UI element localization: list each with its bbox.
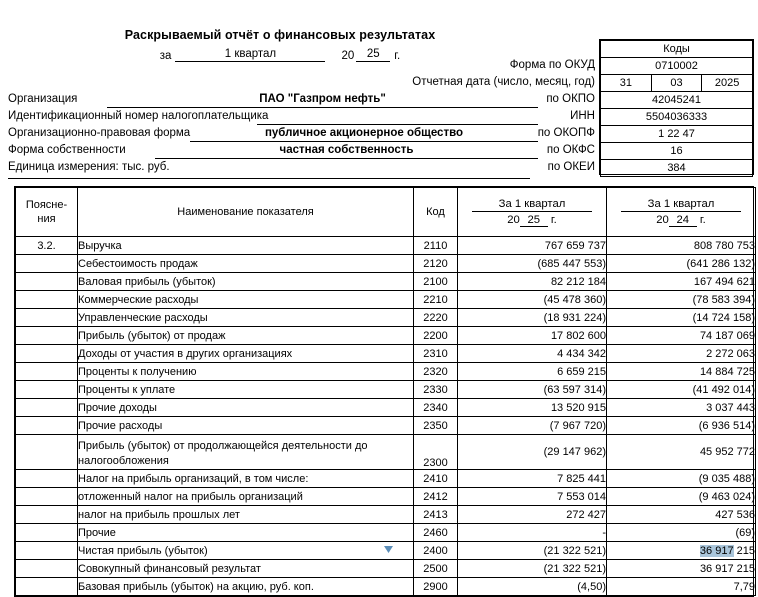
table-row (16, 255, 756, 273)
cell-value-previous-period: 14 884 725 (607, 363, 756, 381)
cell-code: 2220 (414, 309, 458, 327)
cell-indicator-name: Прочие доходы (78, 399, 414, 417)
codes-row-okopf (601, 126, 753, 143)
org-label-legal-form: Организационно-правовая форма (8, 127, 191, 139)
page-title: Раскрываемый отчёт о финансовых результатах (124, 28, 436, 42)
cell-value-current-period: 17 802 600 (458, 327, 607, 345)
org-row-organization (8, 93, 538, 110)
cell-value-current-period: (685 447 553) (458, 255, 607, 273)
header-period-current-year-field[interactable]: 25 (520, 214, 548, 227)
cell-explanations (16, 435, 78, 470)
org-row-inn (8, 110, 538, 127)
table-row (16, 578, 756, 596)
organization-block (8, 93, 538, 161)
header-period-previous-year (607, 212, 755, 227)
financial-results-table (15, 187, 756, 596)
cell-explanations (16, 542, 78, 560)
cell-indicator-name: Чистая прибыль (убыток) (78, 542, 414, 560)
selected-text-highlight[interactable]: 36 917 (699, 544, 734, 557)
period-year-unit: г. (394, 50, 401, 62)
unit-of-measure: Единица измерения: тыс. руб. (8, 161, 170, 173)
cell-code: 2350 (414, 417, 458, 435)
period-year-prefix: 20 (341, 50, 355, 62)
cell-value-current-period: (63 597 314) (458, 381, 607, 399)
table-body (16, 237, 756, 596)
table-header-row (16, 188, 756, 237)
header-period-previous-year-prefix: 20 (656, 213, 669, 226)
cell-value-current-period: (29 147 962) (458, 435, 607, 470)
table-row (16, 345, 756, 363)
cell-indicator-name: Управленческие расходы (78, 309, 414, 327)
header-period-previous-year-unit: г. (699, 213, 706, 226)
codes-row-header (601, 41, 753, 58)
cell-value-previous-period: (14 724 158) (607, 309, 756, 327)
cell-value-previous-period: 808 780 753 (607, 237, 756, 255)
table-row (16, 542, 756, 560)
cell-value-current-period: 13 520 915 (458, 399, 607, 417)
cell-value-current-period: (7 967 720) (458, 417, 607, 435)
caption-okud: Форма по ОКУД (509, 59, 595, 71)
table-row (16, 470, 756, 488)
cell-value-previous-period: 167 494 621 (607, 273, 756, 291)
cell-value-current-period: 4 434 342 (458, 345, 607, 363)
cell-indicator-name: Прибыль (убыток) от продаж (78, 327, 414, 345)
header-period-current-year (458, 212, 606, 227)
cell-code: 2300 (414, 435, 458, 470)
codes-row-okud (601, 58, 753, 75)
cell-explanations (16, 363, 78, 381)
table-row (16, 273, 756, 291)
cell-value-current-period: - (458, 524, 607, 542)
cell-indicator-name: Налог на прибыль организаций, в том числе: (78, 470, 414, 488)
codes-row-date (601, 75, 753, 92)
caption-okopf: по ОКОПФ (537, 127, 595, 139)
table-row (16, 327, 756, 345)
cell-explanations (16, 524, 78, 542)
unselected-text: 215 (733, 544, 755, 557)
codes-value-okopf[interactable]: 1 22 47 (601, 126, 753, 143)
codes-value-date-year[interactable]: 2025 (702, 75, 753, 92)
org-value-legal-form[interactable]: публичное акционерное общество (190, 127, 538, 142)
cell-indicator-name: Валовая прибыль (убыток) (78, 273, 414, 291)
cell-indicator-name: Себестоимость продаж (78, 255, 414, 273)
table-row (16, 506, 756, 524)
cell-value-current-period: 6 659 215 (458, 363, 607, 381)
cell-value-previous-period: (41 492 014) (607, 381, 756, 399)
caption-date: Отчетная дата (число, месяц, год) (412, 76, 595, 88)
cell-value-current-period: 7 553 014 (458, 488, 607, 506)
cell-code: 2900 (414, 578, 458, 596)
cell-value-current-period: (21 322 521) (458, 560, 607, 578)
table-row (16, 560, 756, 578)
cell-value-current-period: (45 478 360) (458, 291, 607, 309)
codes-row-okei (601, 160, 753, 177)
codes-row-inn (601, 109, 753, 126)
cell-code: 2100 (414, 273, 458, 291)
cell-value-previous-period: 3 037 443 (607, 399, 756, 417)
cell-value-previous-period: 74 187 069 (607, 327, 756, 345)
cell-code: 2460 (414, 524, 458, 542)
cell-explanations (16, 291, 78, 309)
cell-code: 2410 (414, 470, 458, 488)
codes-value-okud[interactable]: 0710002 (601, 58, 753, 75)
cell-value-previous-period: (641 286 132) (607, 255, 756, 273)
cell-indicator-name: Проценты к уплате (78, 381, 414, 399)
codes-value-date-day[interactable]: 31 (601, 75, 652, 92)
cell-value-previous-period: (9 035 488) (607, 470, 756, 488)
org-label-organization: Организация (8, 93, 78, 105)
codes-value-date-month[interactable]: 03 (651, 75, 702, 92)
cell-indicator-name: Прочие расходы (78, 417, 414, 435)
cell-explanations (16, 488, 78, 506)
caption-okfs: по ОКФС (546, 144, 595, 156)
cell-explanations (16, 399, 78, 417)
cell-explanations (16, 309, 78, 327)
cell-value-current-period: (4,50) (458, 578, 607, 596)
cell-code: 2400 (414, 542, 458, 560)
cell-explanations (16, 381, 78, 399)
codes-header-cell: Коды (601, 41, 753, 58)
header-explanations (16, 188, 78, 237)
caption-okpo: по ОКПО (546, 93, 595, 105)
cell-value-previous-period: (78 583 394) (607, 291, 756, 309)
cell-explanations (16, 560, 78, 578)
table-row (16, 417, 756, 435)
table-row (16, 524, 756, 542)
cell-value-current-period: 767 659 737 (458, 237, 607, 255)
cell-code: 2412 (414, 488, 458, 506)
cell-value-previous-period: 36 917 215 (607, 560, 756, 578)
header-period-previous-year-field[interactable]: 24 (669, 214, 697, 227)
codes-table (600, 40, 753, 177)
cell-indicator-name: отложенный налог на прибыль организаций (78, 488, 414, 506)
cell-value-previous-period: (69) (607, 524, 756, 542)
cell-explanations (16, 327, 78, 345)
table-row (16, 435, 756, 470)
cell-value-current-period: (21 322 521) (458, 542, 607, 560)
cell-code: 2210 (414, 291, 458, 309)
cell-value-current-period: 7 825 441 (458, 470, 607, 488)
cell-value-previous-period: (6 936 514) (607, 417, 756, 435)
cell-explanations: 3.2. (16, 237, 78, 255)
cell-value-current-period: 82 212 184 (458, 273, 607, 291)
cell-indicator-name: Базовая прибыль (убыток) на акцию, руб. коп. (78, 578, 414, 596)
cell-value-previous-period: (9 463 024) (607, 488, 756, 506)
header-period-current-year-prefix: 20 (507, 213, 520, 226)
period-year-field[interactable]: 25 (356, 48, 390, 62)
table-row (16, 291, 756, 309)
table-row (16, 237, 756, 255)
period-za-label: за (159, 50, 172, 62)
header-period-current (458, 188, 607, 237)
cell-code: 2310 (414, 345, 458, 363)
org-row-ownership (8, 144, 538, 161)
cell-indicator-name: Выручка (78, 237, 414, 255)
cell-indicator-name: Доходы от участия в других организациях (78, 345, 414, 363)
cell-explanations (16, 345, 78, 363)
header-explanations-line1: Поясне- (25, 199, 68, 211)
cell-value-previous-period: 7,79 (607, 578, 756, 596)
caption-inn: ИНН (570, 110, 595, 122)
table-row (16, 399, 756, 417)
cell-indicator-name: Коммерческие расходы (78, 291, 414, 309)
cell-indicator-name: Совокупный финансовый результат (78, 560, 414, 578)
cell-code: 2120 (414, 255, 458, 273)
org-label-ownership: Форма собственности (8, 144, 126, 156)
cell-explanations (16, 255, 78, 273)
codes-value-inn[interactable]: 5504036333 (601, 109, 753, 126)
table-row (16, 309, 756, 327)
cell-explanations (16, 506, 78, 524)
org-row-legal-form (8, 127, 538, 144)
cell-indicator-name: налог на прибыль прошлых лет (78, 506, 414, 524)
header-period-previous (607, 188, 756, 237)
cell-value-current-period: (18 931 224) (458, 309, 607, 327)
header-code: Код (414, 188, 458, 237)
period-line (0, 48, 560, 62)
cell-explanations (16, 470, 78, 488)
caption-okei: по ОКЕИ (547, 161, 595, 173)
table-row (16, 381, 756, 399)
cell-code: 2340 (414, 399, 458, 417)
cell-indicator-name: Проценты к получению (78, 363, 414, 381)
cell-code: 2500 (414, 560, 458, 578)
cell-value-previous-period: 427 536 (607, 506, 756, 524)
codes-value-okpo[interactable]: 42045241 (601, 92, 753, 109)
cell-value-previous-period: 45 952 772 (607, 435, 756, 470)
codes-value-okfs[interactable]: 16 (601, 143, 753, 160)
org-value-ownership[interactable]: частная собственность (155, 144, 538, 159)
org-value-organization[interactable]: ПАО "Газпром нефть" (107, 93, 538, 108)
codes-value-okei[interactable]: 384 (601, 160, 753, 177)
table-row (16, 488, 756, 506)
period-quarter-field[interactable]: 1 квартал (175, 48, 325, 62)
header-period-current-year-unit: г. (550, 213, 557, 226)
cell-code: 2330 (414, 381, 458, 399)
cell-indicator-name: Прочие (78, 524, 414, 542)
codes-row-okfs (601, 143, 753, 160)
cell-code: 2320 (414, 363, 458, 381)
cell-explanations (16, 417, 78, 435)
header-period-current-label: За 1 квартал (498, 197, 566, 210)
cell-code: 2413 (414, 506, 458, 524)
table-row (16, 363, 756, 381)
cell-code: 2200 (414, 327, 458, 345)
header-explanations-line2: ния (37, 213, 56, 225)
cell-explanations (16, 578, 78, 596)
cell-indicator-name: Прибыль (убыток) от продолжающейся деятельности до налогообложения (78, 435, 414, 470)
org-label-inn: Идентификационный номер налогоплательщика (8, 110, 269, 122)
cell-value-previous-period: 2 272 063 (607, 345, 756, 363)
unit-underline (8, 178, 530, 179)
header-period-previous-label: За 1 квартал (647, 197, 715, 210)
org-value-inn[interactable] (257, 110, 538, 125)
cell-value-previous-period (607, 542, 756, 560)
cell-explanations (16, 273, 78, 291)
header-indicator-name: Наименование показателя (78, 188, 414, 237)
cell-value-current-period: 272 427 (458, 506, 607, 524)
cell-code: 2110 (414, 237, 458, 255)
codes-row-okpo (601, 92, 753, 109)
financial-results-table-frame (14, 186, 754, 597)
